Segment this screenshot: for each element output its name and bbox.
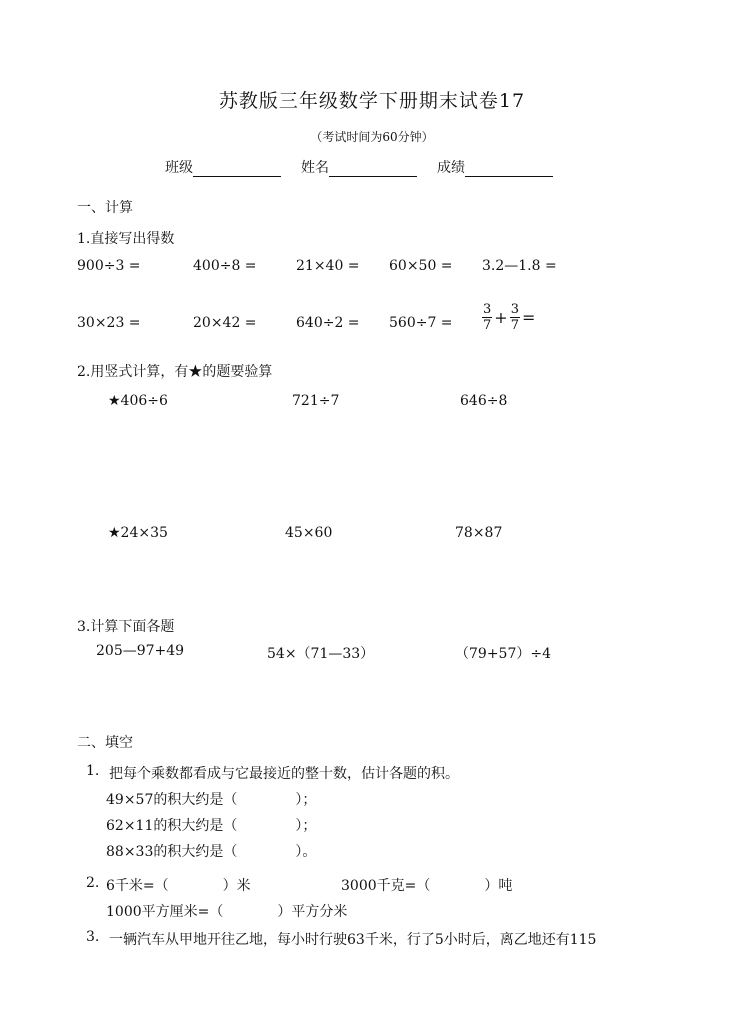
close-paren: ）； — [295, 792, 317, 808]
vertical-problem: 45×60 — [285, 525, 333, 541]
estimate-line — [106, 815, 316, 835]
denominator: 7 — [510, 318, 519, 333]
numerator: 3 — [510, 302, 519, 317]
class-blank[interactable] — [193, 160, 281, 177]
name-label: 姓名 — [301, 160, 329, 176]
unit-prompt: 千克=（ — [376, 878, 431, 894]
fraction — [482, 302, 492, 333]
part-3-heading: 3.计算下面各题 — [77, 619, 175, 635]
plus-sign: + — [494, 308, 508, 327]
unit-prompt: 平方厘米=（ — [141, 904, 224, 920]
oral-problem: 20×42 = — [193, 315, 257, 331]
expression: 62×11 — [106, 818, 154, 834]
part-1-heading: 1.直接写出得数 — [77, 231, 175, 247]
question-2-number: 2. — [86, 875, 100, 891]
score-blank[interactable] — [465, 160, 553, 177]
target-unit: ）平方分米 — [277, 904, 348, 920]
class-label: 班级 — [165, 160, 193, 176]
unit-prompt: 千米=（ — [114, 878, 169, 894]
mixed-problem: （79+57）÷4 — [455, 646, 551, 662]
vertical-problem: ★406÷6 — [108, 393, 168, 409]
score-label: 成绩 — [437, 160, 465, 176]
oral-problem: 60×50 = — [389, 258, 453, 274]
equals-sign: = — [521, 308, 536, 327]
page-title: 苏教版三年级数学下册期末试卷17 — [218, 90, 526, 112]
oral-problem: 3.2—1.8 = — [482, 258, 557, 274]
quantity: 1000 — [106, 904, 142, 920]
estimate-prompt: 的积大约是（ — [153, 792, 238, 808]
estimate-prompt: 的积大约是（ — [153, 818, 238, 834]
class-field — [165, 157, 281, 177]
question-3-text: 一辆汽车从甲地开往乙地，每小时行驶63千米，行了5小时后，离乙地还有115 — [109, 932, 597, 948]
name-blank[interactable] — [329, 160, 417, 177]
close-paren: ）； — [295, 818, 317, 834]
oral-problem: 400÷8 = — [193, 258, 257, 274]
numerator: 3 — [483, 302, 492, 317]
quantity: 6 — [106, 878, 115, 894]
denominator: 7 — [483, 318, 492, 333]
estimate-line — [106, 789, 316, 809]
estimate-prompt: 的积大约是（ — [153, 844, 238, 860]
question-3-number: 3. — [86, 929, 100, 945]
vertical-problem: 721÷7 — [292, 393, 340, 409]
section-1-heading: 一、计算 — [77, 200, 133, 216]
name-field — [301, 157, 417, 177]
question-1-number: 1. — [86, 763, 100, 779]
mixed-problem: 54×（71—33） — [267, 646, 375, 662]
part-2-heading: 2.用竖式计算，有★的题要验算 — [77, 364, 273, 380]
conversion-line — [341, 875, 512, 895]
expression: 88×33 — [106, 844, 154, 860]
vertical-problem: ★24×35 — [108, 525, 168, 541]
oral-problem: 30×23 = — [77, 315, 141, 331]
target-unit: ）吨 — [484, 878, 513, 894]
close-paren: ）。 — [295, 844, 317, 860]
quantity: 3000 — [341, 878, 377, 894]
section-2-heading: 二、填空 — [77, 735, 133, 751]
target-unit: ）米 — [222, 878, 251, 894]
fraction — [510, 302, 520, 333]
mixed-problem: 205—97+49 — [96, 643, 185, 659]
vertical-problem: 78×87 — [455, 525, 503, 541]
conversion-line — [106, 875, 251, 895]
expression: 49×57 — [106, 792, 154, 808]
oral-problem: 560÷7 = — [389, 315, 453, 331]
vertical-problem: 646÷8 — [460, 393, 508, 409]
estimate-line — [106, 841, 316, 861]
oral-problem: 21×40 = — [296, 258, 360, 274]
fraction-problem — [482, 302, 537, 333]
score-field — [437, 157, 553, 177]
question-1-text: 把每个乘数都看成与它最接近的整十数，估计各题的积。 — [109, 766, 459, 782]
conversion-line — [106, 901, 347, 921]
exam-time-note: （考试时间为60分钟） — [310, 130, 434, 144]
oral-problem: 640÷2 = — [296, 315, 360, 331]
oral-problem: 900÷3 = — [77, 258, 141, 274]
